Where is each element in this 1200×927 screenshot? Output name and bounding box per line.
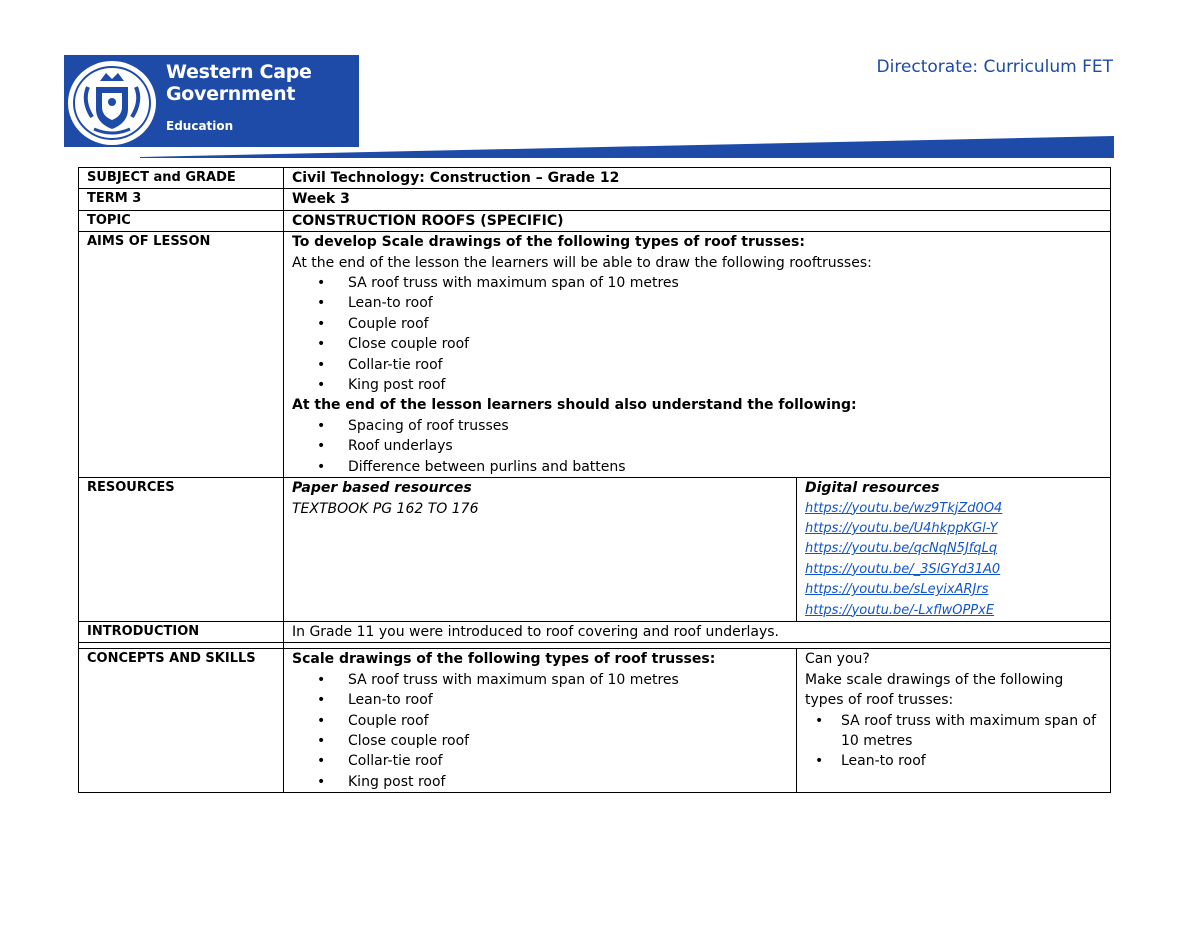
aims-heading: To develop Scale drawings of the following types of roof trusses:	[292, 234, 805, 251]
concepts-label: CONCEPTS AND SKILLS	[79, 649, 284, 793]
list-item: • Roof underlays	[348, 436, 1104, 456]
video-link[interactable]: https://youtu.be/wz9TkjZd0O4	[805, 500, 1003, 516]
video-link[interactable]: https://youtu.be/sLeyixARJrs	[805, 582, 989, 598]
logo-department: Education	[166, 119, 234, 133]
aims-intro: At the end of the lesson the learners will be able to draw the following rooftrusses:	[292, 254, 872, 271]
aims-content	[284, 232, 1111, 478]
video-link[interactable]: https://youtu.be/_3SlGYd31A0	[805, 561, 1001, 577]
introduction-label: INTRODUCTION	[79, 621, 284, 642]
term-label: TERM 3	[79, 189, 284, 210]
list-item: • SA roof truss with maximum span of 10 metres	[841, 711, 1104, 752]
list-item: • SA roof truss with maximum span of 10 metres	[348, 273, 1104, 293]
list-item: • King post roof	[348, 375, 1104, 395]
table-row	[79, 210, 1111, 231]
list-item: • Close couple roof	[348, 334, 1104, 354]
aims-heading-2: At the end of the lesson learners should also understand the following:	[292, 397, 857, 414]
textbook-reference: TEXTBOOK PG 162 TO 176	[292, 500, 479, 517]
concepts-heading: Scale drawings of the following types of roof trusses:	[292, 651, 716, 668]
table-row	[79, 232, 1111, 478]
topic-value: CONSTRUCTION ROOFS (SPECIFIC)	[284, 210, 1111, 231]
digital-resources	[797, 478, 1111, 622]
header-divider-band	[140, 136, 1114, 158]
list-item: • Lean-to roof	[348, 293, 1104, 313]
resources-label: RESOURCES	[79, 478, 284, 622]
concepts-truss-list	[292, 670, 790, 792]
paper-resources-heading: Paper based resources	[292, 480, 472, 497]
table-row	[79, 189, 1111, 210]
list-item: • Spacing of roof trusses	[348, 416, 1104, 436]
table-row	[79, 649, 1111, 793]
digital-resources-heading: Digital resources	[805, 480, 940, 497]
coat-of-arms-icon	[66, 57, 158, 145]
logo-name: Western Cape Government	[166, 61, 312, 105]
lesson-plan-table	[78, 167, 1111, 793]
list-item: • SA roof truss with maximum span of 10 metres	[348, 670, 790, 690]
list-item: • Collar-tie roof	[348, 751, 790, 771]
paper-resources	[284, 478, 797, 622]
list-item: • Lean-to roof	[841, 751, 1104, 771]
table-row	[79, 621, 1111, 642]
list-item: • King post roof	[348, 772, 790, 792]
subject-label: SUBJECT and GRADE	[79, 168, 284, 189]
concepts-content	[284, 649, 797, 793]
list-item: • Difference between purlins and battens	[348, 457, 1104, 477]
list-item: • Close couple roof	[348, 731, 790, 751]
video-links	[805, 499, 1104, 621]
table-row	[79, 168, 1111, 189]
western-cape-logo	[64, 55, 359, 147]
introduction-text: In Grade 11 you were introduced to roof covering and roof underlays.	[284, 621, 1111, 642]
aims-understand-list	[292, 416, 1104, 477]
table-row	[79, 478, 1111, 622]
aims-label: AIMS OF LESSON	[79, 232, 284, 478]
can-you-heading: Can you?	[805, 651, 870, 668]
can-you-content	[797, 649, 1111, 793]
list-item: • Collar-tie roof	[348, 355, 1104, 375]
subject-value: Civil Technology: Construction – Grade 12	[284, 168, 1111, 189]
list-item: • Lean-to roof	[348, 690, 790, 710]
list-item: • Couple roof	[348, 314, 1104, 334]
video-link[interactable]: https://youtu.be/U4hkppKGl-Y	[805, 520, 998, 536]
can-you-text: Make scale drawings of the following types of roof trusses:	[805, 671, 1064, 709]
directorate-title: Directorate: Curriculum FET	[876, 57, 1113, 77]
video-link[interactable]: https://youtu.be/qcNqN5JfqLq	[805, 541, 998, 557]
week-value: Week 3	[284, 189, 1111, 210]
list-item: • Couple roof	[348, 711, 790, 731]
topic-label: TOPIC	[79, 210, 284, 231]
can-you-list	[805, 711, 1104, 772]
video-link[interactable]: https://youtu.be/-LxflwOPPxE	[805, 602, 995, 618]
aims-truss-list	[292, 273, 1104, 395]
